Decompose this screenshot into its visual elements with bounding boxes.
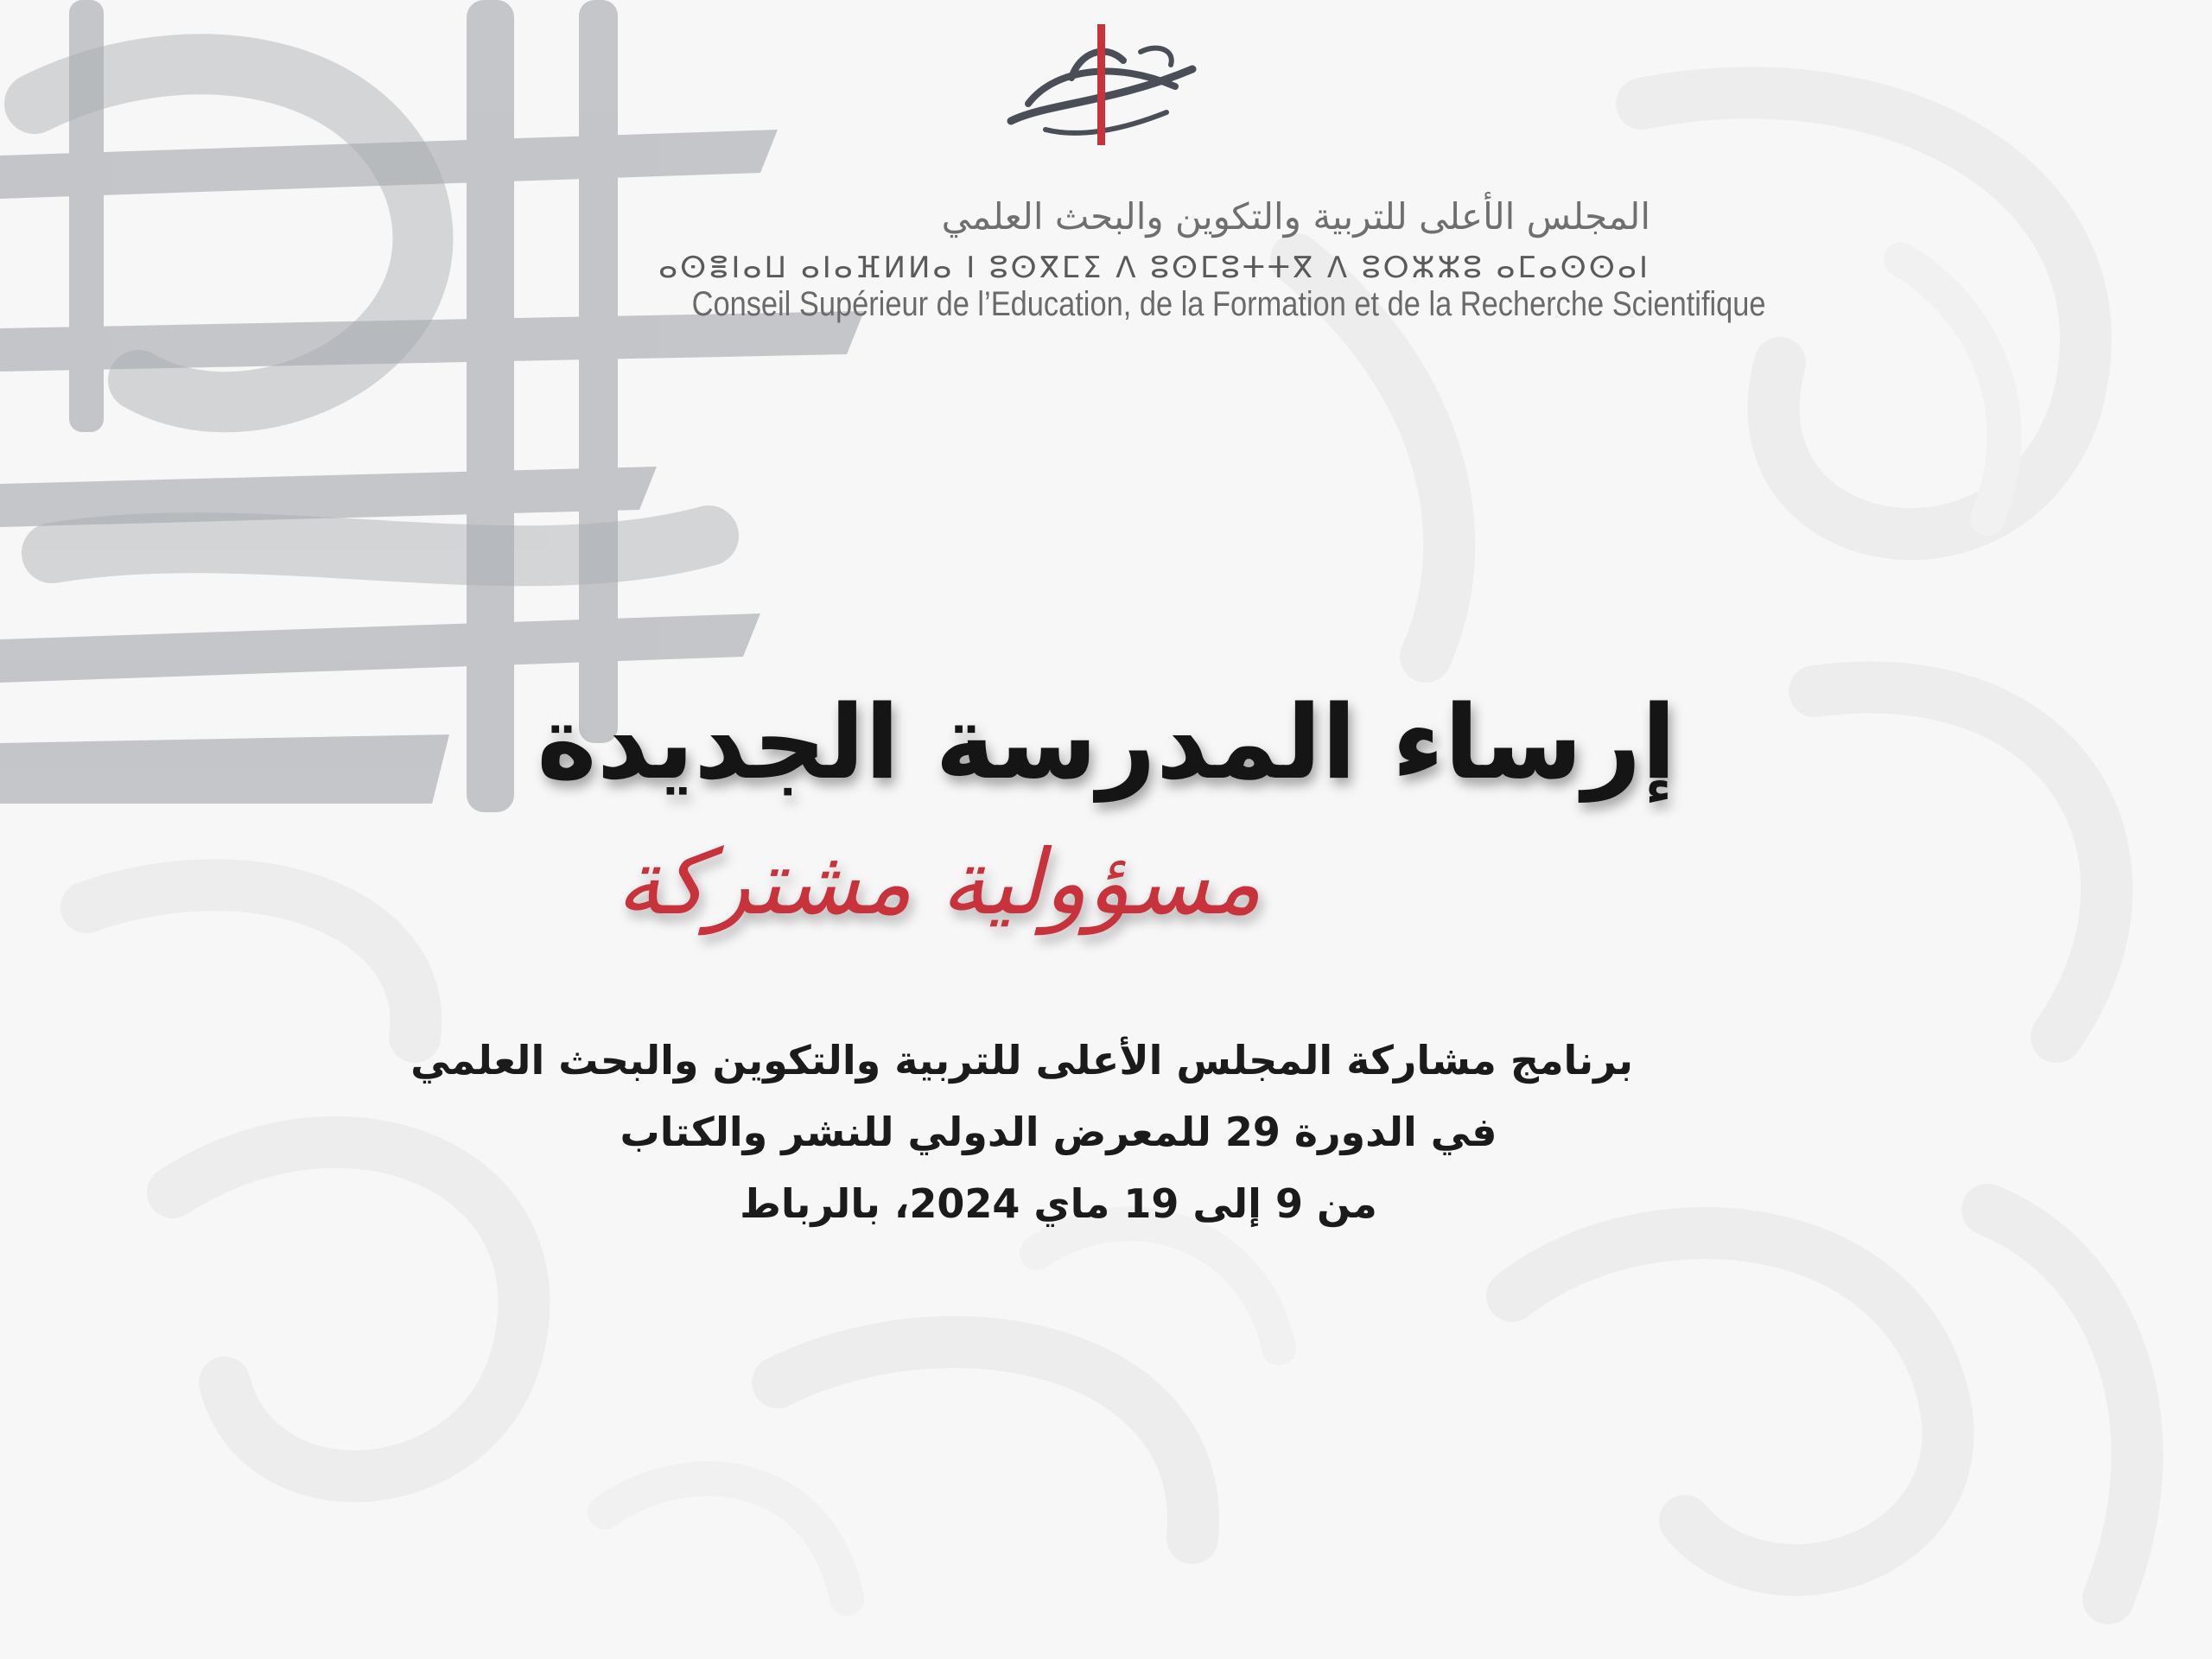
- organization-name-french: Conseil Supérieur de l’Education, de la Formation et de la Recherche Scientifique: [691, 285, 1766, 323]
- organization-name-tifinagh: ⴰⵙⴻⵏⴰⵡ ⴰⵏⴰⴼⵍⵍⴰ ⵏ ⵓⵙⴳⵎⵉ ⴷ ⵓⵙⵎⵓⵜⵜⴳ ⴷ ⵓⵔⵣⵣⵓ ⴰⵎⴰⵙⵙⴰⵏ: [658, 251, 1650, 285]
- program-description: [410, 1025, 1633, 1240]
- program-line-3: من 9 إلى 19 ماي 2024، بالرباط: [740, 1180, 1377, 1227]
- headline-title: إرساء المدرسة الجديدة: [537, 683, 1676, 802]
- organization-name-arabic: المجلس الأعلى للتربية والتكوين والبحث العلمي: [941, 195, 1650, 238]
- program-line-2: في الدورة 29 للمعرض الدولي للنشر والكتاب: [620, 1109, 1497, 1155]
- cse-logo-icon: [994, 17, 1218, 147]
- program-line-1: برنامج مشاركة المجلس الأعلى للتربية والتكوين والبحث العلمي: [410, 1037, 1633, 1084]
- headline-subtitle: مسؤولية مشتركة: [616, 830, 1262, 935]
